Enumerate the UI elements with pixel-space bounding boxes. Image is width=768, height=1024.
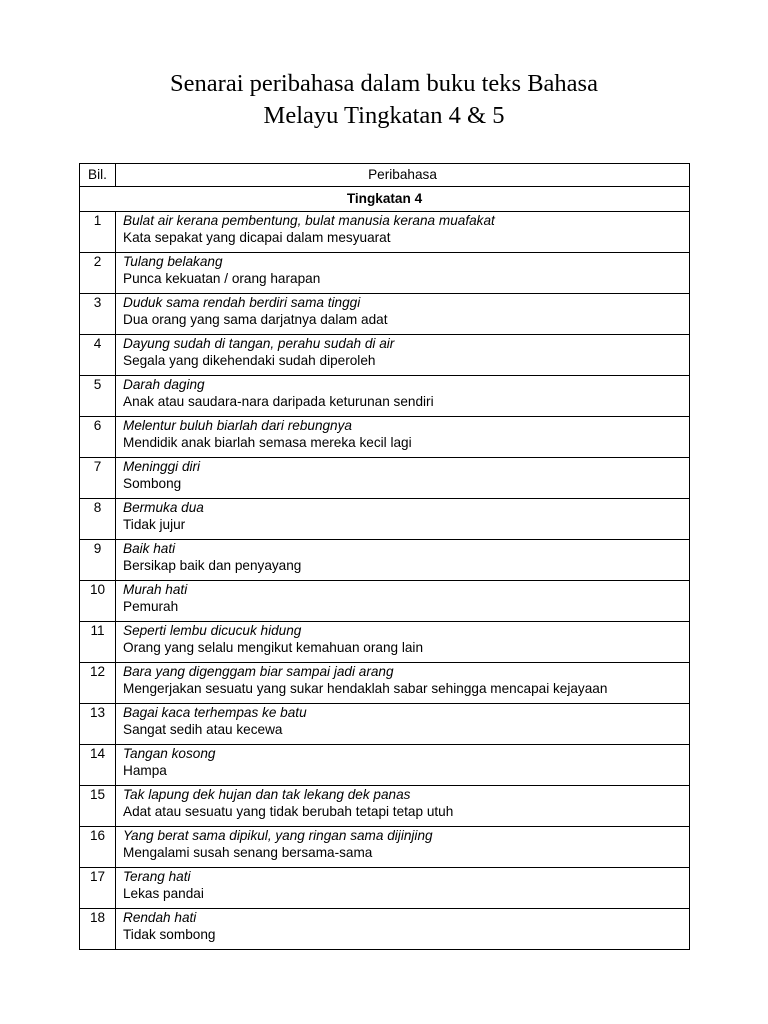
peribahasa-text: Darah daging bbox=[123, 377, 205, 392]
peribahasa-meaning: Dua orang yang sama darjatnya dalam adat bbox=[123, 311, 388, 327]
section-row bbox=[80, 187, 690, 212]
row-number: 10 bbox=[80, 581, 116, 622]
peribahasa-text: Rendah hati bbox=[123, 910, 197, 925]
section-title: Tingkatan 4 bbox=[80, 187, 690, 212]
row-peribahasa-cell bbox=[116, 868, 690, 909]
peribahasa-text: Bermuka dua bbox=[123, 500, 204, 515]
table-row bbox=[80, 827, 690, 868]
peribahasa-meaning: Mengalami susah senang bersama-sama bbox=[123, 844, 373, 860]
peribahasa-text: Seperti lembu dicucuk hidung bbox=[123, 623, 302, 638]
row-number: 8 bbox=[80, 499, 116, 540]
row-peribahasa-cell bbox=[116, 786, 690, 827]
header-peribahasa: Peribahasa bbox=[116, 164, 690, 187]
row-peribahasa-cell bbox=[116, 335, 690, 376]
peribahasa-meaning: Bersikap baik dan penyayang bbox=[123, 557, 302, 573]
peribahasa-meaning: Mendidik anak biarlah semasa mereka kecil lagi bbox=[123, 434, 412, 450]
table-row bbox=[80, 458, 690, 499]
table-row bbox=[80, 663, 690, 704]
peribahasa-meaning: Pemurah bbox=[123, 598, 179, 614]
table-row bbox=[80, 868, 690, 909]
row-peribahasa-cell bbox=[116, 376, 690, 417]
peribahasa-text: Terang hati bbox=[123, 869, 191, 884]
peribahasa-meaning: Lekas pandai bbox=[123, 885, 204, 901]
peribahasa-meaning: Kata sepakat yang dicapai dalam mesyuarat bbox=[123, 229, 391, 245]
peribahasa-meaning: Segala yang dikehendaki sudah diperoleh bbox=[123, 352, 376, 368]
row-peribahasa-cell bbox=[116, 581, 690, 622]
peribahasa-text: Murah hati bbox=[123, 582, 188, 597]
document-title bbox=[0, 68, 768, 132]
row-peribahasa-cell bbox=[116, 499, 690, 540]
row-peribahasa-cell bbox=[116, 212, 690, 253]
table-row bbox=[80, 417, 690, 458]
table-row bbox=[80, 212, 690, 253]
table-row bbox=[80, 622, 690, 663]
table-row bbox=[80, 909, 690, 950]
peribahasa-text: Meninggi diri bbox=[123, 459, 201, 474]
row-number: 14 bbox=[80, 745, 116, 786]
row-number: 5 bbox=[80, 376, 116, 417]
peribahasa-meaning: Tidak jujur bbox=[123, 516, 186, 532]
peribahasa-meaning: Sombong bbox=[123, 475, 182, 491]
peribahasa-text: Yang berat sama dipikul, yang ringan sama dijinjing bbox=[123, 828, 433, 843]
table-row bbox=[80, 704, 690, 745]
row-number: 4 bbox=[80, 335, 116, 376]
row-peribahasa-cell bbox=[116, 909, 690, 950]
row-number: 13 bbox=[80, 704, 116, 745]
peribahasa-text: Dayung sudah di tangan, perahu sudah di air bbox=[123, 336, 395, 351]
row-peribahasa-cell bbox=[116, 704, 690, 745]
row-number: 2 bbox=[80, 253, 116, 294]
row-number: 11 bbox=[80, 622, 116, 663]
peribahasa-table bbox=[79, 163, 690, 950]
peribahasa-text: Bagai kaca terhempas ke batu bbox=[123, 705, 307, 720]
table-row bbox=[80, 786, 690, 827]
row-peribahasa-cell bbox=[116, 458, 690, 499]
peribahasa-meaning: Orang yang selalu mengikut kemahuan orang lain bbox=[123, 639, 424, 655]
row-peribahasa-cell bbox=[116, 745, 690, 786]
row-peribahasa-cell bbox=[116, 253, 690, 294]
row-number: 1 bbox=[80, 212, 116, 253]
row-number: 7 bbox=[80, 458, 116, 499]
peribahasa-meaning: Adat atau sesuatu yang tidak berubah tetapi tetap utuh bbox=[123, 803, 454, 819]
row-peribahasa-cell bbox=[116, 622, 690, 663]
row-peribahasa-cell bbox=[116, 540, 690, 581]
peribahasa-meaning: Sangat sedih atau kecewa bbox=[123, 721, 283, 737]
peribahasa-text: Melentur buluh biarlah dari rebungnya bbox=[123, 418, 352, 433]
table-row bbox=[80, 581, 690, 622]
table-header-row bbox=[80, 164, 690, 187]
row-peribahasa-cell bbox=[116, 827, 690, 868]
table-row bbox=[80, 376, 690, 417]
peribahasa-text: Duduk sama rendah berdiri sama tinggi bbox=[123, 295, 361, 310]
table-row bbox=[80, 253, 690, 294]
peribahasa-text: Bara yang digenggam biar sampai jadi arang bbox=[123, 664, 394, 679]
row-peribahasa-cell bbox=[116, 294, 690, 335]
row-number: 17 bbox=[80, 868, 116, 909]
row-number: 18 bbox=[80, 909, 116, 950]
row-number: 6 bbox=[80, 417, 116, 458]
header-bil: Bil. bbox=[80, 164, 116, 187]
row-number: 16 bbox=[80, 827, 116, 868]
peribahasa-text: Baik hati bbox=[123, 541, 176, 556]
title-line-1: Senarai peribahasa dalam buku teks Bahasa bbox=[170, 70, 598, 97]
peribahasa-meaning: Anak atau saudara-nara daripada keturunan sendiri bbox=[123, 393, 434, 409]
peribahasa-text: Tulang belakang bbox=[123, 254, 223, 269]
row-number: 15 bbox=[80, 786, 116, 827]
row-peribahasa-cell bbox=[116, 663, 690, 704]
peribahasa-text: Bulat air kerana pembentung, bulat manusia kerana muafakat bbox=[123, 213, 495, 228]
row-number: 12 bbox=[80, 663, 116, 704]
peribahasa-meaning: Tidak sombong bbox=[123, 926, 216, 942]
peribahasa-meaning: Punca kekuatan / orang harapan bbox=[123, 270, 321, 286]
table-row bbox=[80, 499, 690, 540]
table-row bbox=[80, 540, 690, 581]
peribahasa-text: Tangan kosong bbox=[123, 746, 216, 761]
row-number: 9 bbox=[80, 540, 116, 581]
peribahasa-meaning: Mengerjakan sesuatu yang sukar hendaklah sabar sehingga mencapai kejayaan bbox=[123, 680, 608, 696]
title-line-2: Melayu Tingkatan 4 & 5 bbox=[263, 102, 505, 129]
row-peribahasa-cell bbox=[116, 417, 690, 458]
peribahasa-text: Tak lapung dek hujan dan tak lekang dek panas bbox=[123, 787, 411, 802]
row-number: 3 bbox=[80, 294, 116, 335]
table-row bbox=[80, 335, 690, 376]
peribahasa-meaning: Hampa bbox=[123, 762, 167, 778]
table-row bbox=[80, 294, 690, 335]
table-row bbox=[80, 745, 690, 786]
